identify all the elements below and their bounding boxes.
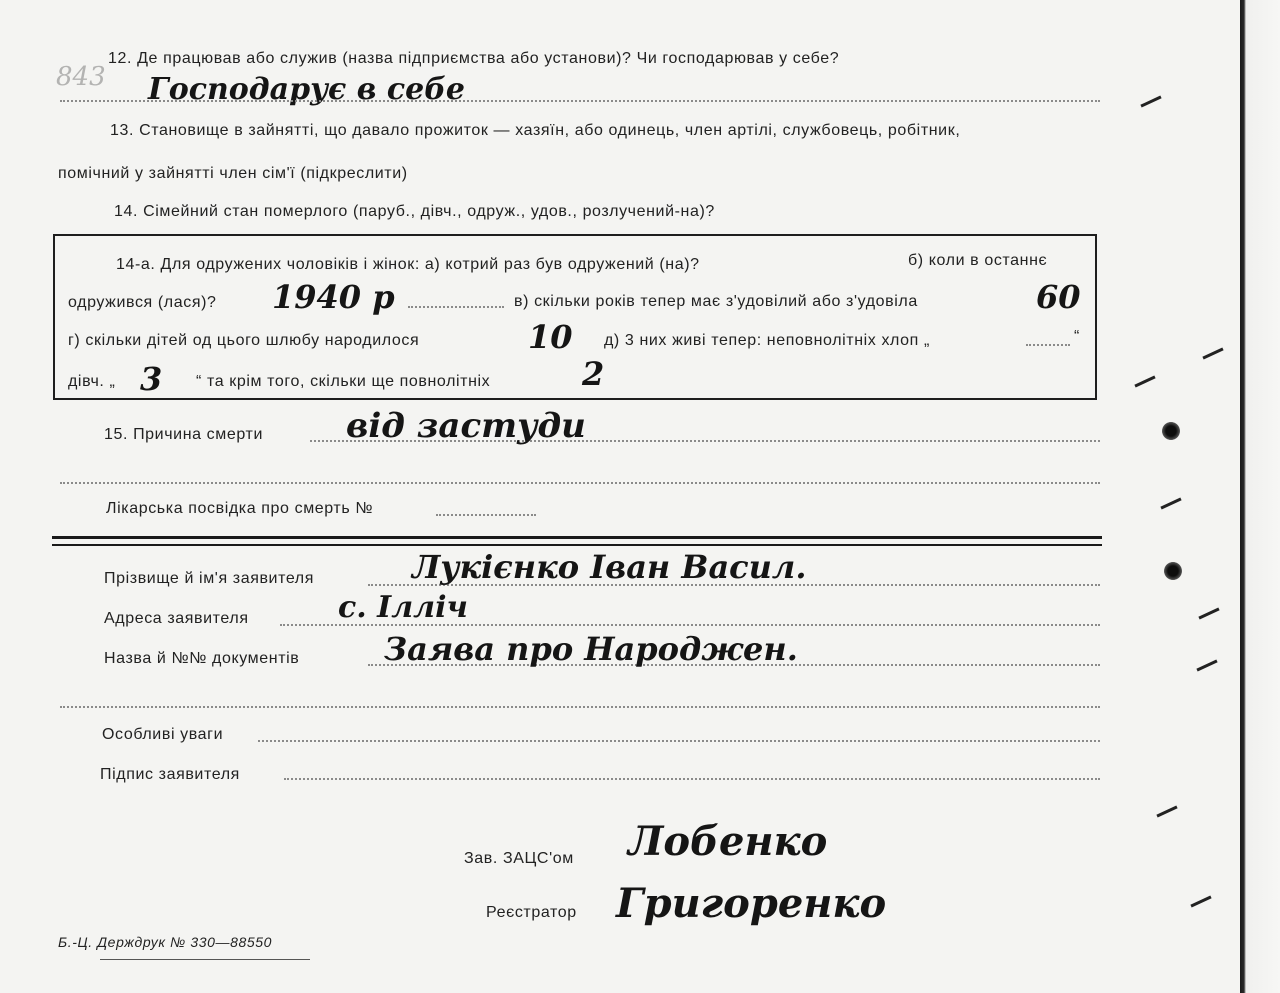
documents-value: Заява про Народжен. [384, 630, 798, 668]
q13-label-line1: 13. Становище в зайнятті, що давало прожиток — хазяїн, або одинець, член артілі, службовець, робітник, [110, 122, 961, 139]
q14a-line4-b: “ та крім того, скільки ще повнолітніх [196, 373, 491, 390]
separator-rule-top [52, 536, 1102, 539]
printer-mark-underline [100, 959, 310, 960]
binding-mark [1140, 95, 1161, 107]
registrar-signature: Григоренко [616, 880, 887, 927]
q14a-boys-line [1026, 344, 1070, 346]
binding-mark [1196, 659, 1217, 671]
q15-line-2 [60, 482, 1100, 484]
q13-label-line2: помічний у зайнятті член сім'ї (підкреслити) [58, 165, 408, 182]
q14a-children-answer: 10 [528, 318, 573, 356]
documents-line-2 [60, 706, 1100, 708]
signature-label: Підпис заявителя [100, 766, 240, 783]
q12-label: 12. Де працював або служив (назва підприємства або установи)? Чи господарював у себе? [108, 50, 840, 67]
q14a-line2-a: одружився (лася)? [68, 294, 217, 311]
applicant-address: с. Ілліч [338, 590, 468, 625]
separator-rule-bottom [52, 544, 1102, 546]
q14a-line1-b: б) коли в останнє [908, 252, 1048, 269]
q14a-line2-b: в) скільки років тепер має з'удовілий або з'удовіла [514, 293, 918, 310]
q15-answer: від застуди [346, 406, 586, 446]
q14a-line1-a: 14-а. Для одружених чоловіків і жінок: а) котрий раз був одружений (на)? [116, 256, 700, 273]
printer-mark: Б.-Ц. Держдрук № 330—88550 [58, 934, 273, 950]
medical-cert-line [436, 514, 536, 516]
binding-mark [1190, 895, 1211, 907]
faded-stamp: 843 [56, 62, 106, 92]
head-signature: Лобенко [628, 818, 828, 865]
binding-hole [1164, 562, 1182, 580]
q14a-line3-c: “ [1074, 328, 1080, 345]
signature-line [284, 778, 1100, 780]
medical-cert-label: Лікарська посвідка про смерть № [106, 500, 374, 517]
applicant-name: Лукієнко Іван Васил. [412, 548, 807, 586]
q14a-line3-a: г) скільки дітей од цього шлюбу народилося [68, 332, 420, 349]
remarks-label: Особливі уваги [102, 726, 224, 743]
q14a-line3-b: д) 3 них живі тепер: неповнолітніх хлоп „ [604, 332, 930, 349]
q14a-girls-answer: 3 [140, 360, 163, 398]
q14-label: 14. Сімейний стан померлого (паруб., дівч., одруж., удов., розлучений-на)? [114, 203, 715, 220]
q12-line [60, 100, 1100, 102]
q12-answer: Господарує в себе [148, 72, 465, 107]
page-edge [1240, 0, 1280, 993]
registrar-label: Реєстратор [486, 904, 577, 921]
q14a-years-answer: 60 [1036, 278, 1081, 316]
q14a-line4-a: дівч. „ [68, 373, 116, 390]
q15-label: 15. Причина смерти [104, 426, 263, 443]
documents-label: Назва й №№ документів [104, 650, 300, 667]
q14a-adults-answer: 2 [582, 355, 605, 393]
binding-mark [1198, 607, 1219, 619]
remarks-line [258, 740, 1100, 742]
binding-mark [1156, 805, 1177, 817]
head-label: Зав. ЗАЦС'ом [464, 850, 574, 867]
q14a-year-answer: 1940 р [272, 278, 395, 316]
applicant-name-label: Прізвище й ім'я заявителя [104, 570, 315, 587]
q14a-year-line [408, 306, 504, 308]
binding-hole [1162, 422, 1180, 440]
binding-mark [1160, 497, 1181, 509]
binding-mark [1202, 347, 1223, 359]
applicant-address-label: Адреса заявителя [104, 610, 249, 627]
binding-mark [1134, 375, 1155, 387]
